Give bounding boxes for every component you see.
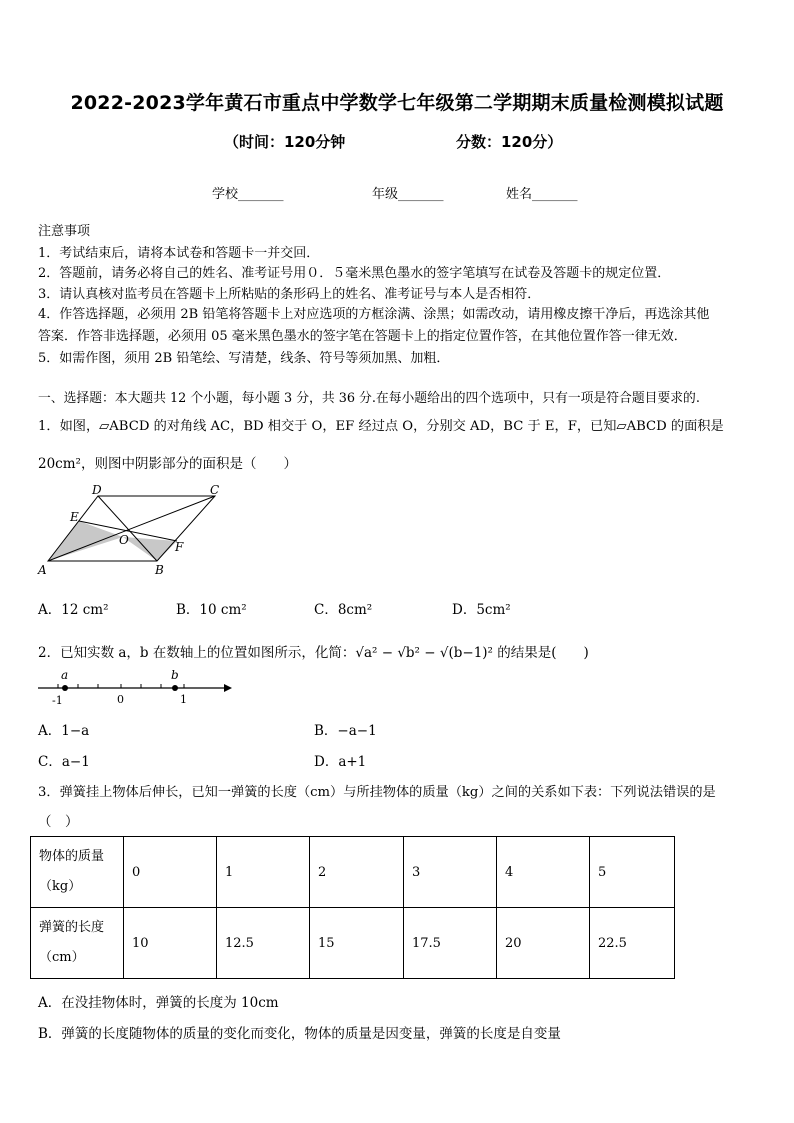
point-a (62, 685, 68, 691)
table-cell: 10 (124, 908, 217, 979)
table-cell: 5 (590, 837, 675, 908)
page-title: 2022-2023学年黄石市重点中学数学七年级第二学期期末质量检测模拟试题 (70, 92, 724, 114)
table-cell: 17.5 (404, 908, 497, 979)
label-o: O (119, 533, 129, 547)
label-b: b (171, 668, 179, 682)
table-cell (31, 908, 124, 979)
q2-option-b: B．−a−1 (314, 723, 377, 739)
label-c: C (210, 484, 220, 497)
shaded-triangle-left (48, 521, 123, 561)
q3-stem: 3．弹簧挂上物体后伸长，已知一弹簧的长度（cm）与所挂物体的质量（kg）之间的关系如下表：下列说法错误的是 (38, 785, 716, 800)
diagonal-bd (98, 496, 157, 561)
q1-stem: 1．如图，▱ABCD 的对角线 AC，BD 相交于 O，EF 经过点 O，分别交 AD，BC 于 E，F，已知▱ABCD 的面积是 (38, 419, 724, 434)
number-line (36, 666, 240, 708)
table-row (31, 908, 675, 979)
tick-label-neg1: -1 (52, 694, 63, 707)
notice-item: 4．作答选择题，必须用 2B 铅笔将答题卡上对应选项的方框涂满、涂黑；如需改动，请用橡皮擦干净后，再选涂其他 (38, 307, 710, 322)
table-cell: 2 (310, 837, 404, 908)
table-cell: 1 (217, 837, 310, 908)
q2-option-a: A．1−a (38, 723, 90, 739)
q3-option-b: B．弹簧的长度随物体的质量的变化而变化，物体的质量是因变量，弹簧的长度是自变量 (38, 1026, 561, 1042)
tick-label-1: 1 (180, 693, 187, 706)
data-table (30, 836, 675, 979)
notice-item: 5．如需作图，须用 2B 铅笔绘、写清楚，线条、符号等须加黑、加粗． (38, 351, 450, 366)
label-f: F (175, 540, 184, 554)
table-cell (31, 837, 124, 908)
row-header: （cm） (39, 950, 85, 965)
q2-stem: 2．已知实数 a，b 在数轴上的位置如图所示，化简：√a² − √b² − √(b−1)² 的结果是( ) (38, 645, 589, 661)
q1-stem-2: 20cm²，则图中阴影部分的面积是（ ） (38, 456, 297, 472)
tick-label-0: 0 (117, 693, 124, 706)
name-field: 姓名_______ (506, 187, 578, 202)
table-cell: 0 (124, 837, 217, 908)
grade-field: 年级_______ (372, 187, 444, 202)
q1-option-b: B．10 cm² (176, 602, 247, 618)
q1-option-d: D．5cm² (452, 602, 511, 618)
label-b: B (155, 563, 164, 577)
exam-time: （时间：120分钟 (224, 133, 346, 151)
notice-item: 1．考试结束后，请将本试卷和答题卡一并交回． (38, 246, 320, 261)
school-field: 学校_______ (212, 187, 284, 202)
row-header: 物体的质量 (39, 849, 105, 864)
notice-item: 答案．作答非选择题，必须用 05 毫米黑色墨水的签字笔在答题卡上的指定位置作答，在其他位置作答一律无效． (38, 329, 687, 344)
shaded-triangle-right (123, 537, 177, 561)
parallelogram-figure (30, 484, 230, 580)
table-row (31, 837, 675, 908)
table-cell: 12.5 (217, 908, 310, 979)
q1-option-a: A．12 cm² (38, 602, 109, 618)
table-cell: 22.5 (590, 908, 675, 979)
q2-option-d: D．a+1 (314, 754, 367, 770)
q2-option-c: C．a−1 (38, 754, 90, 770)
label-e: E (70, 510, 79, 524)
q1-option-c: C．8cm² (314, 602, 373, 618)
q3-stem-2: （ ） (38, 814, 79, 830)
exam-score: 分数：120分） (456, 133, 563, 151)
section-heading: 一、选择题：本大题共 12 个小题，每小题 3 分，共 36 分.在每小题给出的四个选项中，只有一项是符合题目要求的. (38, 391, 700, 406)
notice-heading: 注意事项 (38, 224, 91, 239)
notice-item: 3．请认真核对监考员在答题卡上所粘贴的条形码上的姓名、准考证号与本人是否相符． (38, 287, 541, 302)
axis-arrow (224, 684, 232, 692)
table-cell: 4 (497, 837, 590, 908)
table-cell: 15 (310, 908, 404, 979)
label-d: D (92, 484, 102, 497)
notice-item: 2．答题前，请务必将自己的姓名、准考证号用０．５毫米黑色墨水的签字笔填写在试卷及答题卡的规定位置． (38, 266, 671, 281)
row-header: （kg） (39, 879, 82, 894)
point-b (172, 685, 178, 691)
table-cell: 20 (497, 908, 590, 979)
label-a: A (38, 563, 47, 577)
table-cell: 3 (404, 837, 497, 908)
q3-option-a: A．在没挂物体时，弹簧的长度为 10cm (38, 995, 279, 1011)
row-header: 弹簧的长度 (39, 920, 105, 935)
label-a: a (61, 668, 69, 682)
